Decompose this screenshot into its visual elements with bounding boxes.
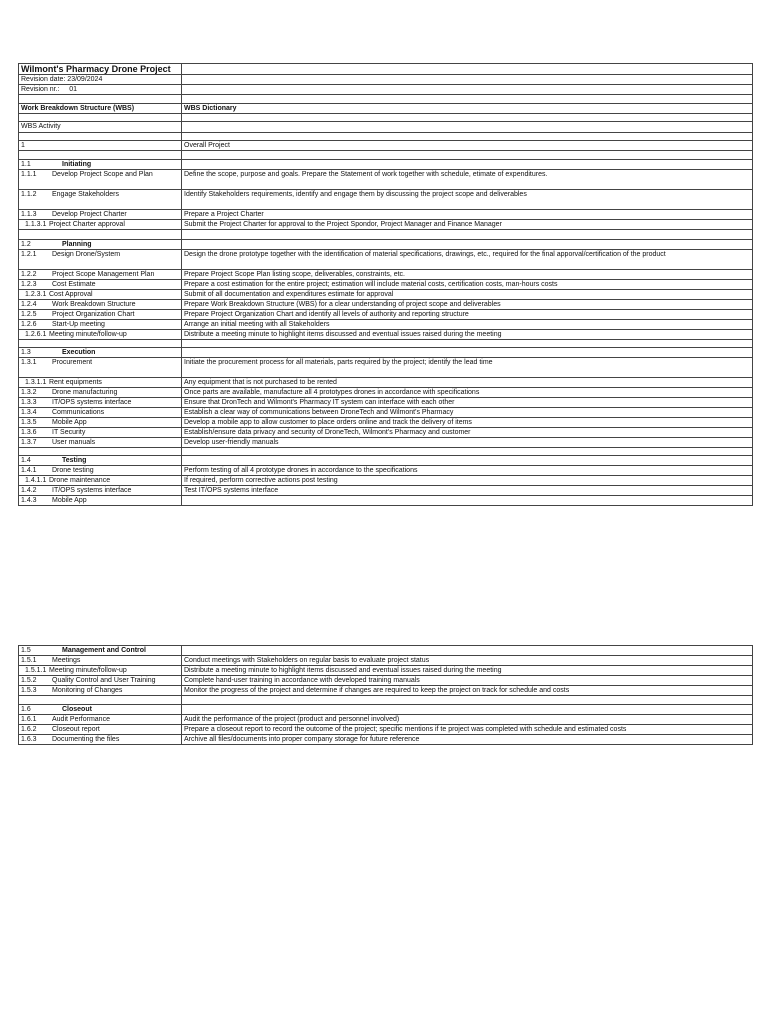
wbs-row xyxy=(19,666,753,676)
section-row xyxy=(19,160,753,170)
wbs-code: 1.3.7 xyxy=(21,439,37,446)
activity-name: Mobile App xyxy=(52,497,87,504)
activity-label-row xyxy=(19,122,753,133)
wbs-activity-cell xyxy=(19,210,182,220)
section-name: Planning xyxy=(62,241,92,248)
wbs-activity-cell xyxy=(19,358,182,378)
wbs-code: 1.4.1 xyxy=(21,467,37,474)
wbs-code: 1.5.1.1 xyxy=(25,667,47,674)
wbs-code: 1.1 xyxy=(21,161,31,168)
wbs-code: 1.3.2 xyxy=(21,389,37,396)
wbs-code: 1.3.1.1 xyxy=(25,379,47,386)
wbs-activity-cell xyxy=(19,715,182,725)
wbs-code: 1.4.2 xyxy=(21,487,37,494)
wbs-activity-cell xyxy=(19,476,182,486)
section-row xyxy=(19,705,753,715)
section-row xyxy=(19,646,753,656)
wbs-code: 1.2 xyxy=(21,241,31,248)
wbs-dictionary-cell xyxy=(182,160,753,170)
spacer-row xyxy=(19,114,753,122)
wbs-row xyxy=(19,250,753,270)
wbs-activity-cell xyxy=(19,408,182,418)
spacer-row xyxy=(19,448,753,456)
wbs-row xyxy=(19,466,753,476)
wbs-activity-cell xyxy=(19,735,182,745)
wbs-table-bottom xyxy=(18,645,753,745)
activity-name: Quality Control and User Training xyxy=(52,677,156,684)
wbs-table-top xyxy=(18,63,753,506)
wbs-code: 1.4.3 xyxy=(21,497,37,504)
wbs-dictionary-cell xyxy=(182,705,753,715)
wbs-dictionary-cell xyxy=(182,456,753,466)
wbs-activity-cell xyxy=(19,438,182,448)
section-name: Management and Control xyxy=(62,647,147,654)
wbs-code: 1.5.3 xyxy=(21,687,37,694)
wbs-dictionary-cell xyxy=(182,646,753,656)
wbs-activity-cell xyxy=(19,398,182,408)
activity-name: Design Drone/System xyxy=(52,251,121,258)
activity-name: Meetings xyxy=(52,657,81,664)
wbs-activity-cell xyxy=(19,486,182,496)
spacer-row xyxy=(19,95,753,104)
wbs-dictionary-cell: Prepare a closeout report to record the outcome of the project; specific mentions if te project was completed with schedule and estimated costs xyxy=(182,725,753,735)
wbs-dictionary-cell xyxy=(182,496,753,506)
wbs-dictionary-cell: Establish a clear way of communications between DroneTech and Wilmont's Pharmacy xyxy=(182,408,753,418)
wbs-row xyxy=(19,428,753,438)
wbs-code: 1.2.4 xyxy=(21,301,37,308)
activity-name: Monitoring of Changes xyxy=(52,687,123,694)
wbs-row xyxy=(19,715,753,725)
activity-name: Closeout report xyxy=(52,726,100,733)
activity-name: Mobile App xyxy=(52,419,87,426)
activity-name: Engage Stakeholders xyxy=(52,191,119,198)
activity-name: IT Security xyxy=(52,429,86,436)
wbs-row xyxy=(19,358,753,378)
wbs-code: 1.4.1.1 xyxy=(25,477,47,484)
wbs-row xyxy=(19,300,753,310)
wbs-code: 1.6.3 xyxy=(21,736,37,743)
section-name: Testing xyxy=(62,457,87,464)
wbs-code: 1.1.2 xyxy=(21,191,37,198)
wbs-dictionary-cell: Design the drone prototype together with the identification of material specifications, drawings, etc., required for the final apporval/certification of the product xyxy=(182,250,753,270)
activity-name: Cost Approval xyxy=(49,291,93,298)
wbs-dictionary-cell: If required, perform corrective actions post testing xyxy=(182,476,753,486)
wbs-activity-cell xyxy=(19,705,182,715)
wbs-code: 1.2.6 xyxy=(21,321,37,328)
wbs-dictionary-cell xyxy=(182,348,753,358)
wbs-row xyxy=(19,141,753,151)
activity-name: IT/OPS systems interface xyxy=(52,399,132,406)
activity-name: Documenting the files xyxy=(52,736,120,743)
revision-nr-row xyxy=(19,85,753,95)
wbs-code: 1.2.3 xyxy=(21,281,37,288)
wbs-dictionary-cell: Prepare a cost estimation for the entire project; estimation will include material costs, certification costs, man-hours costs xyxy=(182,280,753,290)
wbs-dictionary-cell: Define the scope, purpose and goals. Prepare the Statement of work together with schedule, etimate of expenditures. xyxy=(182,170,753,190)
wbs-dictionary-cell: Prepare Work Breakdown Structure (WBS) for a clear understanding of project scope and deliverables xyxy=(182,300,753,310)
wbs-activity-cell xyxy=(19,378,182,388)
wbs-dictionary-cell: Prepare a Project Charter xyxy=(182,210,753,220)
activity-name: Communications xyxy=(52,409,105,416)
wbs-row xyxy=(19,676,753,686)
activity-name: Develop Project Scope and Plan xyxy=(52,171,153,178)
wbs-activity-cell xyxy=(19,320,182,330)
wbs-activity-cell xyxy=(19,428,182,438)
wbs-dictionary-cell: Submit the Project Charter for approval to the Project Spondor, Project Manager and Finance Manager xyxy=(182,220,753,230)
wbs-code: 1.6 xyxy=(21,706,31,713)
wbs-activity-cell xyxy=(19,686,182,696)
activity-name: Drone testing xyxy=(52,467,94,474)
wbs-code: 1.2.1 xyxy=(21,251,37,258)
wbs-dictionary-cell: Arrange an initial meeting with all Stakeholders xyxy=(182,320,753,330)
wbs-row xyxy=(19,725,753,735)
activity-name: Cost Estimate xyxy=(52,281,96,288)
wbs-activity-cell xyxy=(19,250,182,270)
wbs-activity-cell xyxy=(19,290,182,300)
wbs-code: 1.3.6 xyxy=(21,429,37,436)
wbs-row xyxy=(19,476,753,486)
activity-name xyxy=(48,142,52,149)
wbs-row xyxy=(19,320,753,330)
section-name: Execution xyxy=(62,349,96,356)
wbs-dictionary-cell: Distribute a meeting minute to highlight items discussed and eventual issues raised during the meeting xyxy=(182,666,753,676)
wbs-activity-cell xyxy=(19,456,182,466)
wbs-code: 1.6.1 xyxy=(21,716,37,723)
wbs-dictionary-cell: Conduct meetings with Stakeholders on regular basis to evaluate project status xyxy=(182,656,753,666)
wbs-activity-cell xyxy=(19,466,182,476)
wbs-row xyxy=(19,190,753,210)
section-name: Initiating xyxy=(62,161,92,168)
wbs-row xyxy=(19,408,753,418)
spacer-row xyxy=(19,151,753,160)
wbs-dictionary-cell: Audit the performance of the project (product and personnel involved) xyxy=(182,715,753,725)
wbs-rows-top xyxy=(19,141,753,506)
activity-name: Project Charter approval xyxy=(49,221,125,228)
wbs-dictionary-cell: Develop user-friendly manuals xyxy=(182,438,753,448)
wbs-code: 1.3 xyxy=(21,349,31,356)
wbs-code: 1.3.3 xyxy=(21,399,37,406)
wbs-code: 1.1.3.1 xyxy=(25,221,47,228)
wbs-row xyxy=(19,496,753,506)
wbs-row xyxy=(19,170,753,190)
activity-name: Meeting minute/follow-up xyxy=(49,331,127,338)
wbs-activity-cell xyxy=(19,418,182,428)
wbs-activity-cell xyxy=(19,141,182,151)
project-title: Wilmont's Pharmacy Drone Project xyxy=(19,64,182,75)
revision-date: Revision date: 23/09/2024 xyxy=(19,75,182,85)
wbs-activity-cell xyxy=(19,240,182,250)
wbs-code: 1.2.5 xyxy=(21,311,37,318)
wbs-activity-cell xyxy=(19,190,182,210)
wbs-dictionary-cell: Perform testing of all 4 prototype drones in accordance to the specifications xyxy=(182,466,753,476)
wbs-row xyxy=(19,270,753,280)
revision-date-row xyxy=(19,75,753,85)
activity-name: Work Breakdown Structure xyxy=(52,301,136,308)
wbs-row xyxy=(19,330,753,340)
revision-number: Revision nr.: 01 xyxy=(19,85,182,95)
wbs-activity-cell xyxy=(19,725,182,735)
wbs-dictionary-cell: Distribute a meeting minute to highlight items discussed and eventual issues raised during the meeting xyxy=(182,330,753,340)
wbs-activity-cell xyxy=(19,666,182,676)
wbs-code: 1.1.1 xyxy=(21,171,37,178)
wbs-activity-cell xyxy=(19,270,182,280)
wbs-code: 1.4 xyxy=(21,457,31,464)
activity-name: Meeting minute/follow-up xyxy=(49,667,127,674)
wbs-dictionary-cell: Overall Project xyxy=(182,141,753,151)
wbs-row xyxy=(19,735,753,745)
wbs-row xyxy=(19,290,753,300)
wbs-code: 1.3.1 xyxy=(21,359,37,366)
wbs-code: 1.2.3.1 xyxy=(25,291,47,298)
section-row xyxy=(19,348,753,358)
wbs-dictionary-cell: Any equipment that is not purchased to be rented xyxy=(182,378,753,388)
wbs-activity-cell xyxy=(19,220,182,230)
wbs-row xyxy=(19,388,753,398)
wbs-dictionary-cell: Test IT/OPS systems interface xyxy=(182,486,753,496)
wbs-activity-cell xyxy=(19,330,182,340)
wbs-activity-cell xyxy=(19,646,182,656)
section-row xyxy=(19,456,753,466)
spacer-row xyxy=(19,133,753,141)
wbs-row xyxy=(19,220,753,230)
wbs-dictionary-cell: Monitor the progress of the project and determine if changes are required to keep the project on track for schedule and costs xyxy=(182,686,753,696)
wbs-dictionary-cell: Prepare Project Organization Chart and identify all levels of authority and reporting structure xyxy=(182,310,753,320)
wbs-dictionary-cell: Prepare Project Scope Plan listing scope, deliverables, constraints, etc. xyxy=(182,270,753,280)
wbs-activity-cell xyxy=(19,656,182,666)
wbs-activity-cell xyxy=(19,160,182,170)
wbs-row xyxy=(19,418,753,428)
dictionary-column-header: WBS Dictionary xyxy=(182,104,753,114)
wbs-dictionary-cell xyxy=(182,240,753,250)
activity-name: Drone manufacturing xyxy=(52,389,118,396)
title-row xyxy=(19,64,753,75)
wbs-activity-cell xyxy=(19,300,182,310)
wbs-row xyxy=(19,280,753,290)
activity-name: Audit Performance xyxy=(52,716,110,723)
section-name: Closeout xyxy=(62,706,92,713)
wbs-code: 1.5.2 xyxy=(21,677,37,684)
section-row xyxy=(19,240,753,250)
wbs-dictionary-cell: Complete hand-user training in accordance with developed training manuals xyxy=(182,676,753,686)
wbs-dictionary-cell: Once parts are available, manufacture all 4 prototypes drones in accordance with specifications xyxy=(182,388,753,398)
activity-name: Drone maintenance xyxy=(49,477,111,484)
wbs-dictionary-cell: Identify Stakeholders requirements, identify and engage them by discussing the project scope and deliverables xyxy=(182,190,753,210)
wbs-dictionary-cell: Develop a mobile app to allow customer to place orders online and track the delivery of items xyxy=(182,418,753,428)
wbs-code: 1 xyxy=(21,142,25,149)
wbs-code: 1.1.3 xyxy=(21,211,37,218)
wbs-activity-cell xyxy=(19,348,182,358)
wbs-row xyxy=(19,210,753,220)
wbs-code: 1.6.2 xyxy=(21,726,37,733)
wbs-activity-cell xyxy=(19,310,182,320)
wbs-activity-cell xyxy=(19,676,182,686)
wbs-row xyxy=(19,398,753,408)
wbs-rows-bottom xyxy=(19,646,753,745)
spacer-row xyxy=(19,230,753,240)
wbs-row xyxy=(19,438,753,448)
activity-name: IT/OPS systems interface xyxy=(52,487,132,494)
spacer-row xyxy=(19,340,753,348)
wbs-code: 1.5 xyxy=(21,647,31,654)
activity-name: Rent equipments xyxy=(49,379,102,386)
wbs-activity-cell xyxy=(19,496,182,506)
wbs-row xyxy=(19,378,753,388)
activity-name: Project Scope Management Plan xyxy=(52,271,155,278)
wbs-activity-cell xyxy=(19,280,182,290)
wbs-activity-cell xyxy=(19,170,182,190)
wbs-column-header: Work Breakdown Structure (WBS) xyxy=(19,104,182,114)
wbs-activity-cell xyxy=(19,388,182,398)
wbs-row xyxy=(19,486,753,496)
wbs-dictionary-cell: Archive all files/documents into proper company storage for future reference xyxy=(182,735,753,745)
spacer-row xyxy=(19,696,753,705)
wbs-dictionary-cell: Submit of all documentation and expenditures estimate for approval xyxy=(182,290,753,300)
wbs-code: 1.2.2 xyxy=(21,271,37,278)
wbs-dictionary-cell: Establish/ensure data privacy and security of DroneTech, Wilmont's Pharmacy and customer xyxy=(182,428,753,438)
activity-name: Procurement xyxy=(52,359,93,366)
wbs-dictionary-cell: Initiate the procurement process for all materials, parts required by the project; identify the lead time xyxy=(182,358,753,378)
wbs-row xyxy=(19,310,753,320)
wbs-code: 1.5.1 xyxy=(21,657,37,664)
wbs-row xyxy=(19,686,753,696)
column-header-row xyxy=(19,104,753,114)
wbs-code: 1.3.4 xyxy=(21,409,37,416)
wbs-code: 1.3.5 xyxy=(21,419,37,426)
activity-name: User manuals xyxy=(52,439,96,446)
activity-name: Develop Project Charter xyxy=(52,211,127,218)
wbs-dictionary-cell: Ensure that DronTech and Wilmont's Pharmacy IT system can interface with each other xyxy=(182,398,753,408)
activity-name: Project Organization Chart xyxy=(52,311,135,318)
wbs-row xyxy=(19,656,753,666)
wbs-code: 1.2.6.1 xyxy=(25,331,47,338)
activity-name: Start-Up meeting xyxy=(52,321,105,328)
wbs-activity-label: WBS Activity xyxy=(19,122,182,133)
